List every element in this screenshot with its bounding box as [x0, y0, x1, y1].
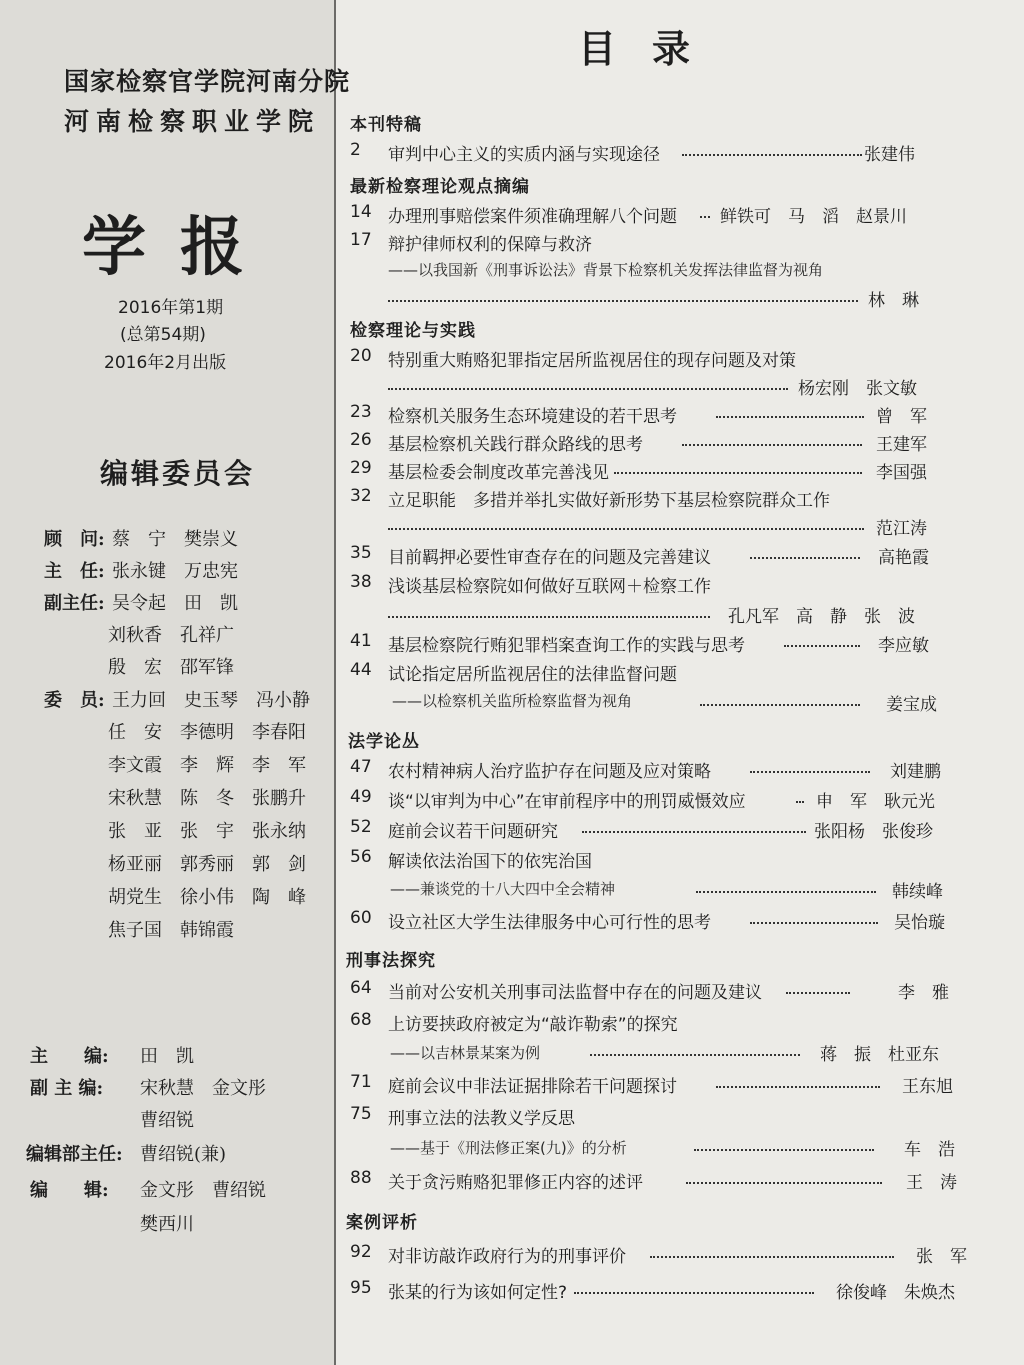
- toc-entry[interactable]: [350, 1242, 970, 1272]
- section-heading-special: 本刊特稿: [350, 115, 422, 135]
- toc-page: 17: [350, 230, 372, 250]
- toc-author: 吴怡璇: [894, 913, 945, 933]
- toc-entry[interactable]: [350, 908, 970, 938]
- toc-subtitle: ——基于《刑法修正案(九)》的分析: [390, 1139, 627, 1157]
- issue-number: 2016年第1期: [118, 298, 224, 318]
- editor-role-deputy: 副 主 编:: [30, 1078, 104, 1099]
- section-heading-cases: 案例评析: [346, 1213, 418, 1233]
- toc-leader-dots: [388, 385, 788, 390]
- toc-page: 75: [350, 1104, 372, 1124]
- toc-author: 蒋 振 杜亚东: [820, 1045, 939, 1065]
- toc-author: 姜宝成: [886, 695, 937, 715]
- toc-title-text: 浅谈基层检察院如何做好互联网＋检察工作: [388, 577, 711, 597]
- toc-entry[interactable]: [350, 1010, 970, 1040]
- toc-entry[interactable]: [350, 1168, 970, 1198]
- toc-entry[interactable]: [350, 631, 970, 661]
- committee-names-deputy-1: 吴令起 田 凯: [112, 593, 238, 614]
- toc-entry-line2: [388, 286, 928, 316]
- toc-leader-dots: [700, 213, 710, 218]
- institution-line-1: 国家检察官学院河南分院: [64, 67, 351, 96]
- editor-role-editor: 编 辑:: [30, 1180, 109, 1201]
- committee-names-member-6: 杨亚丽 郭秀丽 郭 剑: [108, 854, 306, 875]
- toc-author: 王 涛: [906, 1173, 957, 1193]
- committee-names-deputy-3: 殷 宏 邵军锋: [108, 657, 234, 678]
- toc-entry[interactable]: [350, 140, 970, 170]
- toc-subtitle: ——以检察机关监所检察监督为视角: [392, 692, 633, 710]
- toc-leader-dots: [750, 919, 878, 924]
- toc-title-text: 特别重大贿赂犯罪指定居所监视居住的现存问题及对策: [388, 351, 796, 371]
- toc-leader-dots: [796, 798, 804, 803]
- toc-entry[interactable]: [350, 660, 970, 690]
- toc-title-text: 张某的行为该如何定性?: [388, 1283, 568, 1303]
- committee-names-director: 张永键 万忠宪: [112, 561, 238, 582]
- editor-names-chief: 田 凯: [140, 1046, 194, 1067]
- toc-title-text: 审判中心主义的实质内涵与实现途径: [388, 145, 660, 165]
- toc-title-text: 基层检委会制度改革完善浅见: [388, 463, 609, 483]
- toc-entry[interactable]: [350, 230, 970, 260]
- committee-names-member-7: 胡党生 徐小伟 陶 峰: [108, 887, 306, 908]
- committee-role-director: 主 任:: [44, 561, 105, 582]
- toc-author: 韩续峰: [892, 882, 943, 902]
- toc-entry[interactable]: [350, 787, 970, 817]
- toc-author: 孔凡军 高 静 张 波: [728, 607, 915, 627]
- committee-role-deputy: 副主任:: [44, 593, 105, 614]
- committee-role-advisor: 顾 问:: [44, 529, 105, 550]
- toc-entry-line2: [690, 877, 960, 907]
- toc-title-text: 庭前会议中非法证据排除若干问题探讨: [388, 1077, 677, 1097]
- toc-author: 申 军 耿元光: [816, 792, 935, 812]
- toc-page: 71: [350, 1072, 372, 1092]
- toc-leader-dots: [388, 613, 710, 618]
- editor-role-office: 编辑部主任:: [26, 1144, 123, 1165]
- toc-author: 李 雅: [898, 983, 949, 1003]
- toc-title-text: 办理刑事赔偿案件须准确理解八个问题: [388, 207, 677, 227]
- toc-page: 23: [350, 402, 372, 422]
- toc-entry[interactable]: [350, 402, 970, 432]
- toc-author: 车 浩: [904, 1140, 955, 1160]
- toc-subtitle: ——兼谈党的十八大四中全会精神: [390, 880, 616, 898]
- toc-entry-line2: [690, 690, 940, 720]
- toc-entry[interactable]: [350, 430, 970, 460]
- toc-leader-dots: [694, 1146, 874, 1151]
- editor-names-office: 曹绍锐(兼): [140, 1144, 227, 1165]
- toc-page: 56: [350, 847, 372, 867]
- toc-page: 29: [350, 458, 372, 478]
- toc-author: 王建军: [876, 435, 927, 455]
- editor-role-chief: 主 编:: [30, 1046, 109, 1067]
- toc-author: 张阳杨 张俊珍: [814, 822, 933, 842]
- committee-names-member-8: 焦子国 韩锦霞: [108, 920, 234, 941]
- toc-author: 李应敏: [878, 636, 929, 656]
- toc-leader-dots: [574, 1289, 814, 1294]
- toc-title-text: 辩护律师权利的保障与救济: [388, 235, 592, 255]
- toc-leader-dots: [786, 989, 850, 994]
- toc-title-text: 对非访敲诈政府行为的刑事评价: [388, 1247, 626, 1267]
- committee-names-member-2: 任 安 李德明 李春阳: [108, 722, 306, 743]
- toc-page: 44: [350, 660, 372, 680]
- toc-title-text: 基层检察院行贿犯罪档案查询工作的实践与思考: [388, 636, 745, 656]
- editor-names-editor-1: 金文彤 曹绍锐: [140, 1180, 266, 1201]
- toc-page: 68: [350, 1010, 372, 1030]
- toc-title-text: 当前对公安机关刑事司法监督中存在的问题及建议: [388, 983, 762, 1003]
- toc-title-text: 基层检察机关践行群众路线的思考: [388, 435, 643, 455]
- toc-author: 李国强: [876, 463, 927, 483]
- toc-subtitle: ——以我国新《刑事诉讼法》背景下检察机关发挥法律监督为视角: [388, 261, 824, 279]
- toc-entry[interactable]: [350, 817, 970, 847]
- toc-page: 20: [350, 346, 372, 366]
- journal-title: 学报: [82, 210, 278, 285]
- toc-title-text: 刑事立法的法教义学反思: [388, 1109, 575, 1129]
- section-heading-forum: 法学论丛: [348, 732, 420, 752]
- toc-leader-dots: [682, 151, 862, 156]
- toc-entry[interactable]: [350, 847, 970, 877]
- toc-author: 杨宏刚 张文敏: [798, 379, 917, 399]
- toc-entry[interactable]: [350, 202, 970, 232]
- toc-leader-dots: [686, 1179, 882, 1184]
- toc-entry[interactable]: [350, 1278, 970, 1308]
- toc-entry[interactable]: [350, 458, 970, 488]
- toc-page: 95: [350, 1278, 372, 1298]
- toc-author: 曾 军: [876, 407, 927, 427]
- toc-leader-dots: [696, 888, 876, 893]
- editor-names-deputy-1: 宋秋慧 金文彤: [140, 1078, 266, 1099]
- toc-leader-dots: [614, 469, 862, 474]
- toc-leader-dots: [700, 701, 860, 706]
- toc-page: 41: [350, 631, 372, 651]
- toc-leader-dots: [784, 642, 860, 647]
- toc-leader-dots: [682, 441, 862, 446]
- toc-title-text: 解读依法治国下的依宪治国: [388, 852, 592, 872]
- committee-title: 编辑委员会: [100, 457, 256, 490]
- toc-page: 26: [350, 430, 372, 450]
- section-heading-criminal: 刑事法探究: [346, 951, 436, 971]
- toc-title-text: 检察机关服务生态环境建设的若干思考: [388, 407, 677, 427]
- toc-page: 35: [350, 543, 372, 563]
- toc-entry[interactable]: [350, 572, 970, 602]
- toc-entry[interactable]: [350, 543, 970, 573]
- toc-page: 14: [350, 202, 372, 222]
- toc-author: 林 琳: [868, 291, 919, 311]
- toc-entry[interactable]: [350, 486, 970, 516]
- toc-author: 王东旭: [902, 1077, 953, 1097]
- section-heading-digest: 最新检察理论观点摘编: [350, 177, 530, 197]
- toc-entry[interactable]: [350, 978, 970, 1008]
- committee-names-advisor: 蔡 宁 樊崇义: [112, 529, 238, 550]
- toc-entry-line2: [388, 602, 948, 632]
- toc-title-text: 立足职能 多措并举扎实做好新形势下基层检察院群众工作: [388, 491, 830, 511]
- toc-page: 47: [350, 757, 372, 777]
- committee-role-member: 委 员:: [44, 690, 105, 711]
- toc-author: 张 军: [916, 1247, 967, 1267]
- toc-leader-dots: [716, 413, 864, 418]
- toc-page: 64: [350, 978, 372, 998]
- committee-names-member-4: 宋秋慧 陈 冬 张鹏升: [108, 788, 306, 809]
- toc-leader-dots: [590, 1051, 800, 1056]
- toc-entry-line2: [690, 1135, 970, 1165]
- toc-title: 目录: [578, 26, 727, 71]
- toc-title-text: 农村精神病人治疗监护存在问题及应对策略: [388, 762, 711, 782]
- toc-leader-dots: [716, 1083, 880, 1088]
- toc-entry[interactable]: [350, 1104, 970, 1134]
- editor-names-deputy-2: 曹绍锐: [140, 1110, 194, 1131]
- toc-leader-dots: [388, 297, 858, 302]
- toc-author: 鲜铁可 马 滔 赵景川: [720, 207, 907, 227]
- committee-names-deputy-2: 刘秋香 孔祥广: [108, 625, 234, 646]
- toc-title-text: 关于贪污贿赂犯罪修正内容的述评: [388, 1173, 643, 1193]
- toc-title-text: 试论指定居所监视居住的法律监督问题: [388, 665, 677, 685]
- toc-entry-line2: [388, 374, 928, 404]
- toc-leader-dots: [388, 525, 864, 530]
- toc-title-text: 谈“以审判为中心”在审前程序中的刑罚威慑效应: [388, 792, 746, 812]
- committee-names-member-3: 李文霞 李 辉 李 军: [108, 755, 306, 776]
- toc-entry[interactable]: [350, 1072, 970, 1102]
- toc-page: 52: [350, 817, 372, 837]
- committee-names-member-1: 王力回 史玉琴 冯小静: [112, 690, 310, 711]
- committee-names-member-5: 张 亚 张 宇 张永纳: [108, 821, 306, 842]
- toc-entry[interactable]: [350, 346, 970, 376]
- toc-author: 范江涛: [876, 519, 927, 539]
- toc-leader-dots: [750, 554, 860, 559]
- toc-page: 88: [350, 1168, 372, 1188]
- toc-page: 32: [350, 486, 372, 506]
- toc-leader-dots: [650, 1253, 894, 1258]
- toc-entry-line2: [388, 514, 948, 544]
- toc-leader-dots: [750, 768, 870, 773]
- toc-author: 高艳霞: [878, 548, 929, 568]
- toc-page: 49: [350, 787, 372, 807]
- issue-total: (总第54期): [120, 325, 206, 345]
- section-heading-practice: 检察理论与实践: [350, 321, 476, 341]
- toc-page: 38: [350, 572, 372, 592]
- toc-entry-line2: [590, 1040, 970, 1070]
- toc-page: 2: [350, 140, 361, 160]
- institution-line-2: 河南检察职业学院: [64, 107, 321, 136]
- toc-title-text: 目前羁押必要性审查存在的问题及完善建议: [388, 548, 711, 568]
- toc-subtitle: ——以吉林景某案为例: [390, 1044, 541, 1062]
- toc-author: 刘建鹏: [890, 762, 941, 782]
- toc-page: 60: [350, 908, 372, 928]
- editor-names-editor-2: 樊西川: [140, 1214, 194, 1235]
- toc-entry[interactable]: [350, 757, 970, 787]
- toc-title-text: 设立社区大学生法律服务中心可行性的思考: [388, 913, 711, 933]
- toc-author: 徐俊峰 朱焕杰: [836, 1283, 955, 1303]
- toc-leader-dots: [582, 828, 806, 833]
- toc-page: 92: [350, 1242, 372, 1262]
- toc-author: 张建伟: [864, 145, 915, 165]
- toc-title-text: 上访要挟政府被定为“敲诈勒索”的探究: [388, 1015, 678, 1035]
- toc-title-text: 庭前会议若干问题研究: [388, 822, 558, 842]
- issue-date: 2016年2月出版: [104, 353, 227, 373]
